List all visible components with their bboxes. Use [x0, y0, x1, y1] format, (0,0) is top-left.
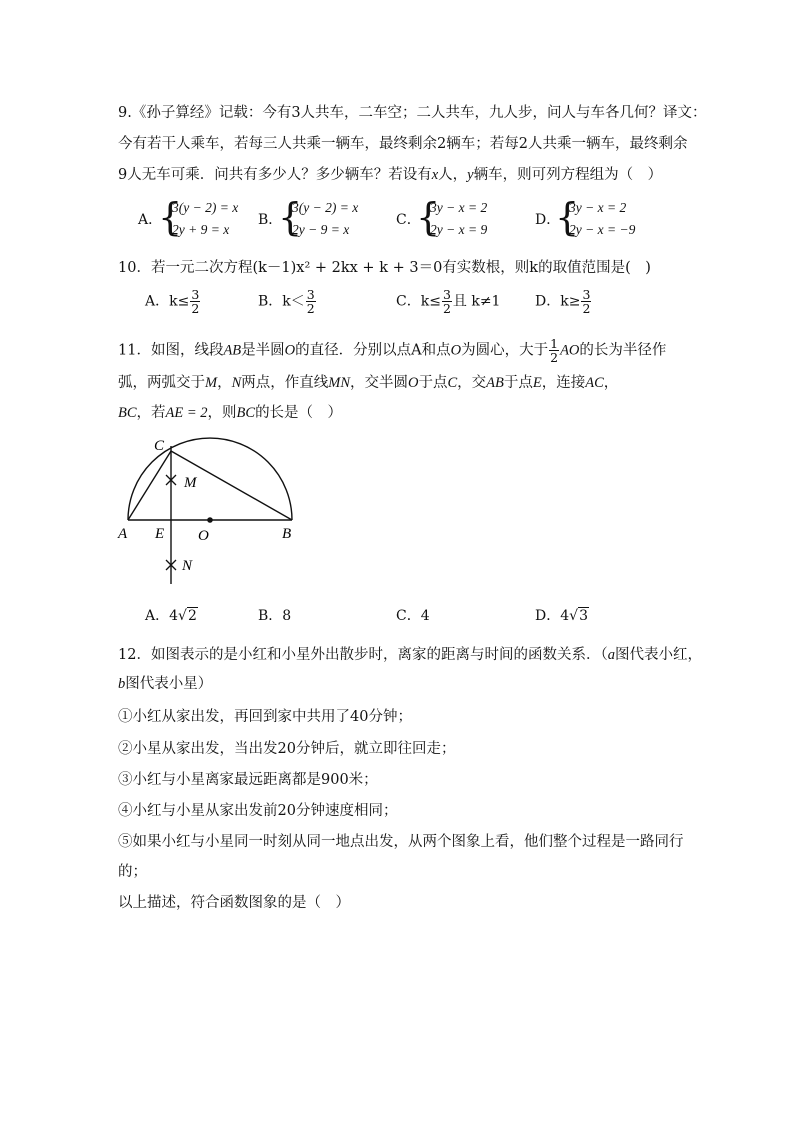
q12-line-1: 12．如图表示的是小红和小星外出散步时，离家的距离与时间的函数关系．（a图代表小红，	[118, 647, 702, 663]
label-o: O	[198, 528, 209, 544]
q9-option-b[interactable]: B． { 3(y − 2) = x 2y − 9 = x	[258, 195, 359, 239]
label-e: E	[155, 526, 165, 542]
label-c: C	[154, 438, 165, 454]
label-a: A	[118, 526, 128, 542]
q9-option-a[interactable]: A． { 3(y − 2) = x 2y + 9 = x	[138, 195, 239, 239]
q9-option-d[interactable]: D． { 3y − x = 2 2y − x = −9	[535, 195, 636, 239]
q9-line-3: 9人无车可乘．问共有多少人？多少辆车？若设有x人，y辆车，则可列方程组为（ ）	[118, 167, 663, 183]
q11-line-3: BC，若AE = 2，则BC的长是（ ）	[118, 405, 343, 421]
q10-stem: 10．若一元二次方程(k－1)x² + 2kx + k + 3＝0有实数根，则k的取值范围是( )	[118, 260, 651, 276]
q11-option-a[interactable]: A．4√2	[145, 608, 197, 624]
q11-option-b[interactable]: B．8	[258, 608, 292, 624]
q12-line-2: b图代表小星）	[118, 676, 213, 692]
q12-statement-2: ②小星从家出发，当出发20分钟后，就立即往回走；	[118, 741, 456, 757]
q11-option-d[interactable]: D．4√3	[535, 608, 588, 624]
q9-line-1: 9.《孙子算经》记载：今有3人共车，二车空；二人共车，九人步，问人与车各几何？译文：	[118, 105, 707, 121]
q11-line-2: 弧，两弧交于M，N两点，作直线MN，交半圆O于点C，交AB于点E，连接AC，	[118, 375, 619, 391]
label-m: M	[184, 475, 197, 491]
q12-statement-4: ④小红与小星从家出发前20分钟速度相同；	[118, 803, 398, 819]
q10-option-c[interactable]: C．k≤ $\frac{3}{2}$ 且 k≠1	[396, 287, 501, 316]
q12-statement-5-cont: 的；	[118, 864, 147, 880]
q12-statement-1: ①小红从家出发，再回到家中共用了40分钟；	[118, 709, 412, 725]
q9-option-c[interactable]: C． { 3y − x = 2 2y − x = 9	[396, 195, 488, 239]
q12-closing: 以上描述，符合函数图象的是（ ）	[118, 895, 350, 911]
q9-line-2: 今有若干人乘车，若每三人共乘一辆车，最终剩余2辆车；若每2人共乘一辆车，最终剩余	[118, 136, 688, 152]
q11-line-1: 11．如图，线段AB是半圆O的直径．分别以点A和点O为圆心，大于 $\frac{1}{2}$ AO的长为半径作	[118, 336, 667, 365]
label-n: N	[182, 558, 193, 574]
q10-option-a[interactable]: A．k≤ $\frac{3}{2}$	[145, 287, 200, 316]
q10-option-d[interactable]: D．k≥ $\frac{3}{2}$	[535, 287, 591, 316]
q12-statement-3: ③小红与小星离家最远距离都是900米；	[118, 772, 378, 788]
q10-option-b[interactable]: B．k＜ $\frac{3}{2}$	[258, 287, 315, 316]
label-b: B	[282, 526, 292, 542]
q11-option-c[interactable]: C．4	[396, 608, 430, 624]
q12-statement-5: ⑤如果小红与小星同一时刻从同一地点出发，从两个图象上看，他们整个过程是一路同行	[118, 834, 684, 850]
semicircle-figure	[112, 432, 312, 592]
